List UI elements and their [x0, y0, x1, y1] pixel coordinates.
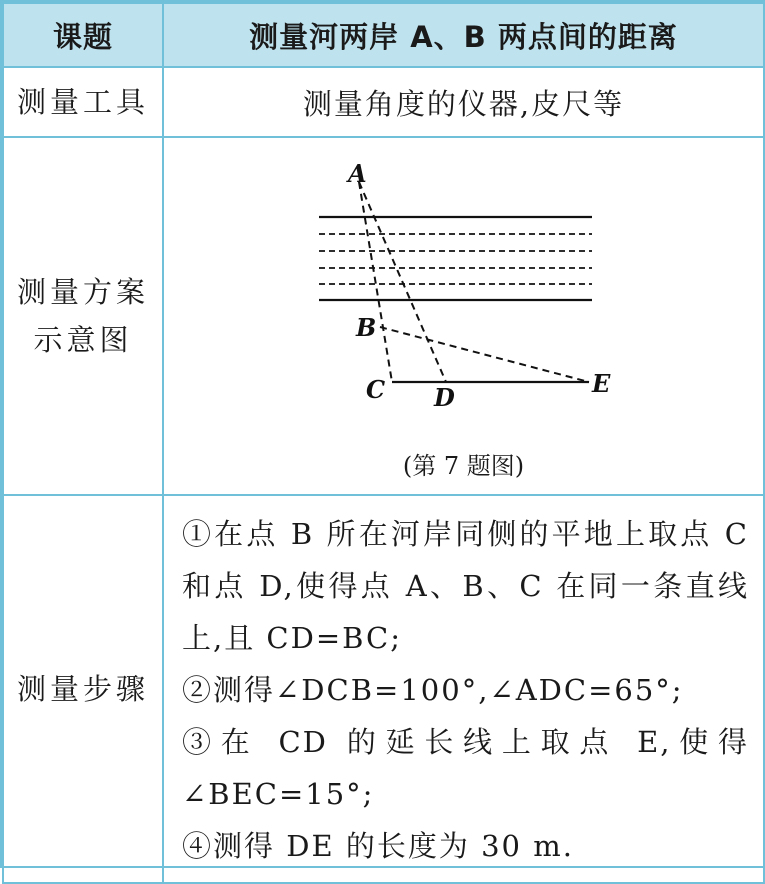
steps-label: 测量步骤	[3, 495, 163, 883]
step-item-1: ①在点 B 所在河岸同侧的平地上取点 C 和点 D,使得点 A、B、C 在同一条直线上,且 CD=BC;	[182, 517, 749, 655]
problem-table	[2, 2, 765, 884]
diagram-label-line1: 测量方案	[16, 275, 149, 309]
segment-AC	[359, 182, 392, 382]
diagram-label-line2: 示意图	[33, 323, 133, 357]
diagram-cell	[163, 137, 764, 495]
step-item-4: ④测得 DE 的长度为 30 m.	[182, 829, 574, 863]
segment-AD	[359, 182, 446, 382]
diagram-row	[3, 137, 764, 495]
tools-value: 测量角度的仪器,皮尺等	[163, 67, 764, 137]
point-label-C: C	[366, 374, 386, 404]
point-label-A: A	[348, 158, 367, 188]
diagram-caption: (第 7 题图)	[402, 451, 525, 480]
steps-cell	[163, 495, 764, 883]
segment-BE	[380, 327, 589, 382]
header-title-cell: 测量河两岸 A、B 两点间的距离	[163, 3, 764, 67]
tools-row	[3, 67, 764, 137]
measurement-diagram	[164, 152, 764, 442]
point-label-D: D	[434, 382, 455, 412]
tools-label: 测量工具	[3, 67, 163, 137]
diagram-label	[3, 137, 163, 495]
header-topic-cell: 课题	[3, 3, 163, 67]
steps-list	[164, 496, 763, 882]
point-label-E: E	[592, 368, 611, 398]
step-item-3: ③在 CD 的延长线上取点 E,使得∠BEC=15°;	[182, 725, 749, 811]
point-label-B: B	[356, 312, 377, 342]
steps-row	[3, 495, 764, 883]
step-item-2: ②测得∠DCB=100°,∠ADC=65°;	[182, 673, 684, 707]
header-row	[3, 3, 764, 67]
